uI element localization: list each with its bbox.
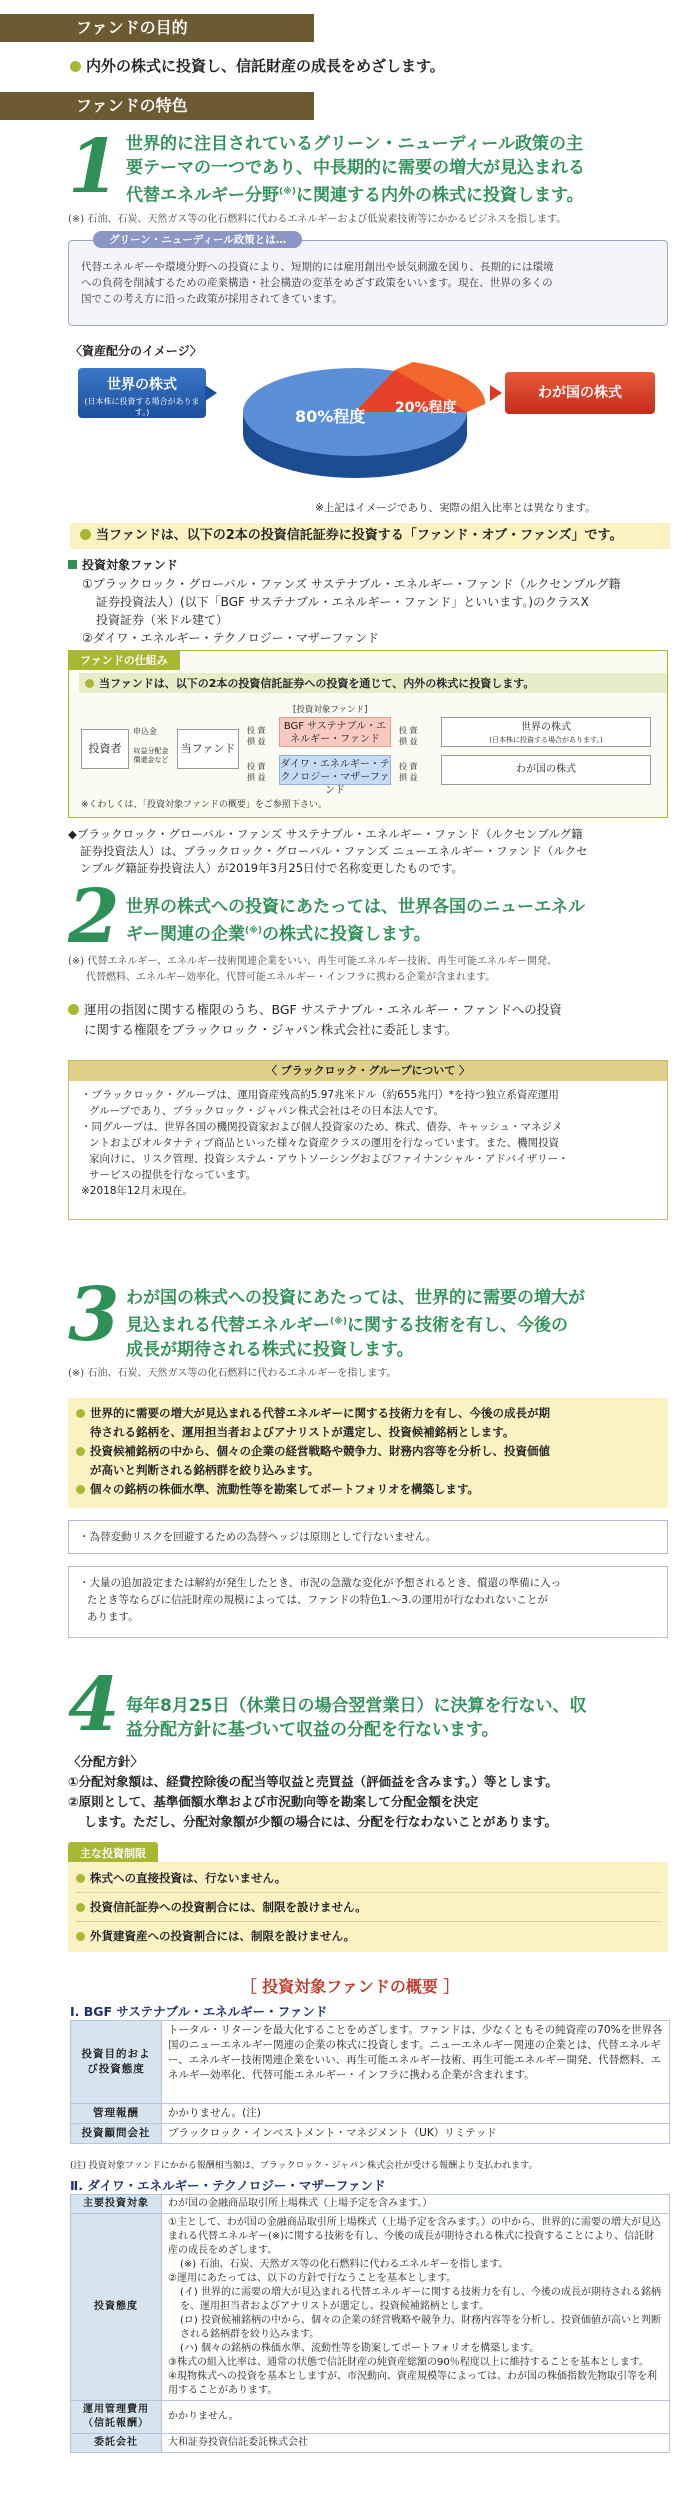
flow-japan: わが国の株式 [441, 755, 651, 785]
overview-title: ［ 投資対象ファンドの概要 ］ [240, 1977, 460, 1996]
feature-number-3: 3 [68, 1272, 120, 1358]
world-equity-badge: 世界の株式 (日本株に投資する場合があります。) [78, 368, 206, 418]
feature-3-bullets: 世界的に需要の増大が見込まれる代替エネルギーに関する技術力を有し、今後の成長が期 待される銘柄を、運用担当者およびアナリストが選定し、投資候補銘柄とします。 投資候補銘柄の中から、個々の企業の経営戦略や競争力、財務内容等を分析し、投資価値 が高いと判断される銘柄群を絞り込みます。 個々の銘柄の株価水準、流動性等を勘案してポートフォリオを構築します。 [68, 1398, 668, 1508]
flow-invest-4: 投 資 損 益 [399, 762, 418, 782]
delegation-text: 運用の指図に関する権限のうち、BGF サステナブル・エネルギー・ファンドへの投資 に関する権限をブラックロック・ジャパン株式会社に委託します。 [68, 1000, 668, 1040]
flow-invest-3: 投 資 損 益 [399, 726, 418, 746]
flow-targets-label: [投資対象ファンド] [293, 705, 368, 715]
flow-invest-2: 投 資 損 益 [247, 762, 266, 782]
table-row: 投資態度 ①主として、わが国の金融商品取引所上場株式（上場予定を含みます。）の中から、世界的に需要の増大が見込まれる代替エネルギー(※)に関する技術を有し、今後の成長が期待される株式に投資することにより、信託財産の成長をめざします。 (※) 石油、石炭、天然ガス等の化石燃料に代わるエネルギーを指します。 ②運用にあたっては、以下の方針で行なうことを基本とします。 (イ) 世界的に需要の増大が見込まれる代替エネルギーに関する技術力を有し、今後の成長が期待される銘柄を、運用担当者およびアナリストが選定し、投資候補銘柄とします。 (ロ) 投資候補銘柄の中から、個々の企業の経営戦略や競争力、財務内容等を分析し、投資価値が高いと判断される銘柄群を絞り込みます。 (ハ) 個々の銘柄の株価水準、流動性等を勘案してポートフォリオを構築します。 ③株式の組入比率は、通常の状態で信託財産の純資産総額の90％程度以上に維持することを基本とします。 ④現物株式への投資を基本としますが、市況動向、資産規模等によっては、わが国の株価指数先物取引等を利用することがあります。 [71, 2214, 670, 2401]
limits-box [68, 1842, 668, 1952]
pct-world-label: 80%程度 [295, 407, 366, 426]
feature-4-title: 毎年8月25日（休業日の場合翌営業日）に決算を行ない、収 益分配方針に基づいて収益の分配を行ないます。 [126, 1696, 587, 1740]
feature-number-1: 1 [68, 124, 120, 210]
section-heading-features: ファンドの特色 [64, 92, 314, 120]
flow-investor: 投資者 [81, 729, 129, 769]
blackrock-text: ・ブラックロック・グループは、運用資産残高約5.97兆米ドル（約655兆円）*を持つ独立系資産運用 グループであり、ブラックロック・ジャパン株式会社はその日本法人です。 ・同グループは、世界各国の機関投資家および個人投資家のため、株式、債券、キャッシュ・マネジメ ントおよびオルタナティブ商品といった様々な資産クラスの運用を行なっています。また、機関投資 家向けに、リスク管理、投資システム・アウトソーシングおよびファイナンシャル・アドバイザリー・ サービスの提供を行なっています。 ※2018年12月末現在。 [81, 1089, 569, 1197]
flow-apply: 申込金 [133, 727, 157, 736]
feature-3-title: わが国の株式への投資にあたっては、世界的に需要の増大が 見込まれる代替エネルギー(※)に関する技術を有し、今後の 成長が期待される株式に投資します。 [126, 1288, 585, 1360]
flow-world: 世界の株式 (日本株に投資する場合があります。) [441, 717, 651, 747]
blackrock-box [68, 1060, 668, 1220]
allocation-pie [235, 356, 485, 486]
limits-title: 主な投資制限 [68, 1842, 158, 1864]
bgf-table [70, 2020, 670, 2144]
fof-highlight: 当ファンドは、以下の2本の投資信託証券に投資する「ファンド・オブ・ファンズ」です。 [70, 523, 670, 549]
arrow-japan [490, 385, 502, 401]
gnd-box [68, 234, 668, 326]
table-row: 投資目的および投資態度 トータル・リターンを最大化することをめざします。ファンドは、少なくともその純資産の70%を世界各国のニューエネルギー関連の企業の株式に投資します。ニューエネルギー関連の企業とは、代替エネルギー、エネルギー技術関連企業をいい、再生可能エネルギー技術、再生可能エネルギー開発、代替燃料、エネルギー効率化、代替可能エネルギー・インフラに携わる企業が含まれます。 [71, 2021, 670, 2104]
feature-number-4: 4 [68, 1662, 120, 1748]
flow-bgf: BGF サステナブル・エネルギー・ファンド [279, 717, 391, 747]
scheme-note: ※くわしくは、「投資対象ファンドの概要」をご参照下さい。 [81, 800, 327, 810]
flow-invest-1: 投 資 損 益 [247, 726, 266, 746]
section-heading-objective: ファンドの目的 [64, 14, 314, 42]
bgf-heading: Ⅰ. BGF サステナブル・エネルギー・ファンド [70, 2004, 328, 2019]
feature-1-note: (※) 石油、石炭、天然ガス等の化石燃料に代わるエネルギーおよび低炭素技術等にかかるビジネスを指します。 [68, 214, 567, 225]
feature-1-title: 世界的に注目されているグリーン・ニューディール政策の主 要テーマの一つであり、中長期的に需要の増大が見込まれる 代替エネルギー分野(※)に関連する内外の株式に投資します。 [126, 134, 585, 206]
target-funds-list: ①ブラックロック・グローバル・ファンズ サステナブル・エネルギー・ファンド（ルクセンブルグ籍 証券投資法人）(以下「BGF サステナブル・エネルギー・ファンド」といいます。)のクラスX 投資証券（米ドル建て） ②ダイワ・エネルギー・テクノロジー・マザーファンド [82, 577, 621, 645]
alloc-note: ※上記はイメージであり、実際の組入比率とは異なります。 [315, 502, 596, 514]
alloc-title: 〈資産配分のイメージ〉 [70, 344, 202, 358]
feature-2-note: (※) 代替エネルギー、エネルギー技術関連企業をいい、再生可能エネルギー技術、再生可能エネルギー開発、 代替燃料、エネルギー効率化、代替可能エネルギー・インフラに携わる企業が含まれます。 [68, 956, 557, 983]
feature-2-title: 世界の株式への投資にあたっては、世界各国のニューエネル ギー関連の企業(※)の株式に投資します。 [126, 897, 585, 945]
objective-text: 内外の株式に投資し、信託財産の成長をめざします。 [70, 55, 445, 76]
japan-equity-badge: わが国の株式 [505, 372, 655, 414]
scheme-box [68, 650, 668, 818]
scheme-title: ファンドの仕組み [68, 650, 180, 670]
flow-fund: 当ファンド [177, 729, 239, 769]
feature-3-note: (※) 石油、石炭、天然ガス等の化石燃料に代わるエネルギーを指します。 [68, 1368, 397, 1379]
table-row: 運用管理費用（信託報酬） かかりません。 [71, 2401, 670, 2434]
blackrock-title: 〈 ブラックロック・グループについて 〉 [69, 1061, 667, 1081]
distribution-policy: 〈分配方針〉 ①分配対象額は、経費控除後の配当等収益と売買益（評価益を含みます。）等とします。 ②原則として、基準価額水準および市況動向等を勘案して分配金額を決定 します。ただし、分配対象額が少額の場合には、分配を行なわないことがあります。 [68, 1754, 558, 1829]
limits-list: 株式への直接投資は、行ないません。 投資信託証券への投資割合には、制限を設けません。 外貨建資産への投資割合には、制限を設けません。 [68, 1862, 668, 1952]
mother-heading: Ⅱ. ダイワ・エネルギー・テクノロジー・マザーファンド [70, 2178, 386, 2193]
target-funds-title: 投資対象ファンド [68, 556, 178, 573]
table-row: 投資顧問会社 ブラックロック・インベストメント・マネジメント（UK）リミテッド [71, 2124, 670, 2144]
table-row: 主要投資対象 わが国の金融商品取引所上場株式（上場予定を含みます。） [71, 2195, 670, 2214]
pct-japan-label: 20%程度 [395, 400, 457, 416]
flow-mother: ダイワ・エネルギー・テクノロジー・マザーファンド [279, 755, 391, 785]
hedge-box: ・為替変動リスクを回避するための為替ヘッジは原則として行ないません。 [68, 1520, 668, 1554]
gnd-text: 代替エネルギーや環境分野への投資により、短期的には雇用創出や景気刺激を図り、長期的には環境 への負荷を削減するための産業構造・社会構造の変革をめざす政策をいいます。現在、世界の多くの 国でこの考え方に沿った政策が採用されてきています。 [81, 261, 554, 305]
table-row: 委託会社 大和証券投資信託委託株式会社 [71, 2434, 670, 2453]
mother-table [70, 2194, 670, 2453]
bgf-note: (注) 投資対象ファンドにかかる報酬相当額は、ブラックロック・ジャパン株式会社が受ける報酬より支払われます。 [70, 2161, 538, 2171]
large-redemption-box: ・大量の追加設定または解約が発生したとき、市況の急激な変化が予想されるとき、償還の準備に入っ たとき等ならびに信託財産の規模によっては、ファンドの特色1.～3.の運用が行なわれないことが あります。 [68, 1566, 668, 1638]
scheme-desc: 当ファンドは、以下の2本の投資信託証券への投資を通じて、内外の株式に投資します。 [79, 673, 667, 693]
flow-dist: 収益分配金 償還金など [133, 747, 169, 764]
table-row: 管理報酬 かかりません。(注) [71, 2104, 670, 2124]
rename-note: ◆ブラックロック・グローバル・ファンズ サステナブル・エネルギー・ファンド（ルクセンブルグ籍 証券投資法人）は、ブラックロック・グローバル・ファンズ ニューエネルギー・ファンド（ルクセ ンブルグ籍証券投資法人）が2019年3月25日付で名称変更したものです。 [68, 827, 588, 875]
gnd-title: グリーン・ニューディール政策とは… [93, 231, 302, 248]
feature-number-2: 2 [68, 874, 120, 960]
arrow-world [205, 385, 217, 401]
